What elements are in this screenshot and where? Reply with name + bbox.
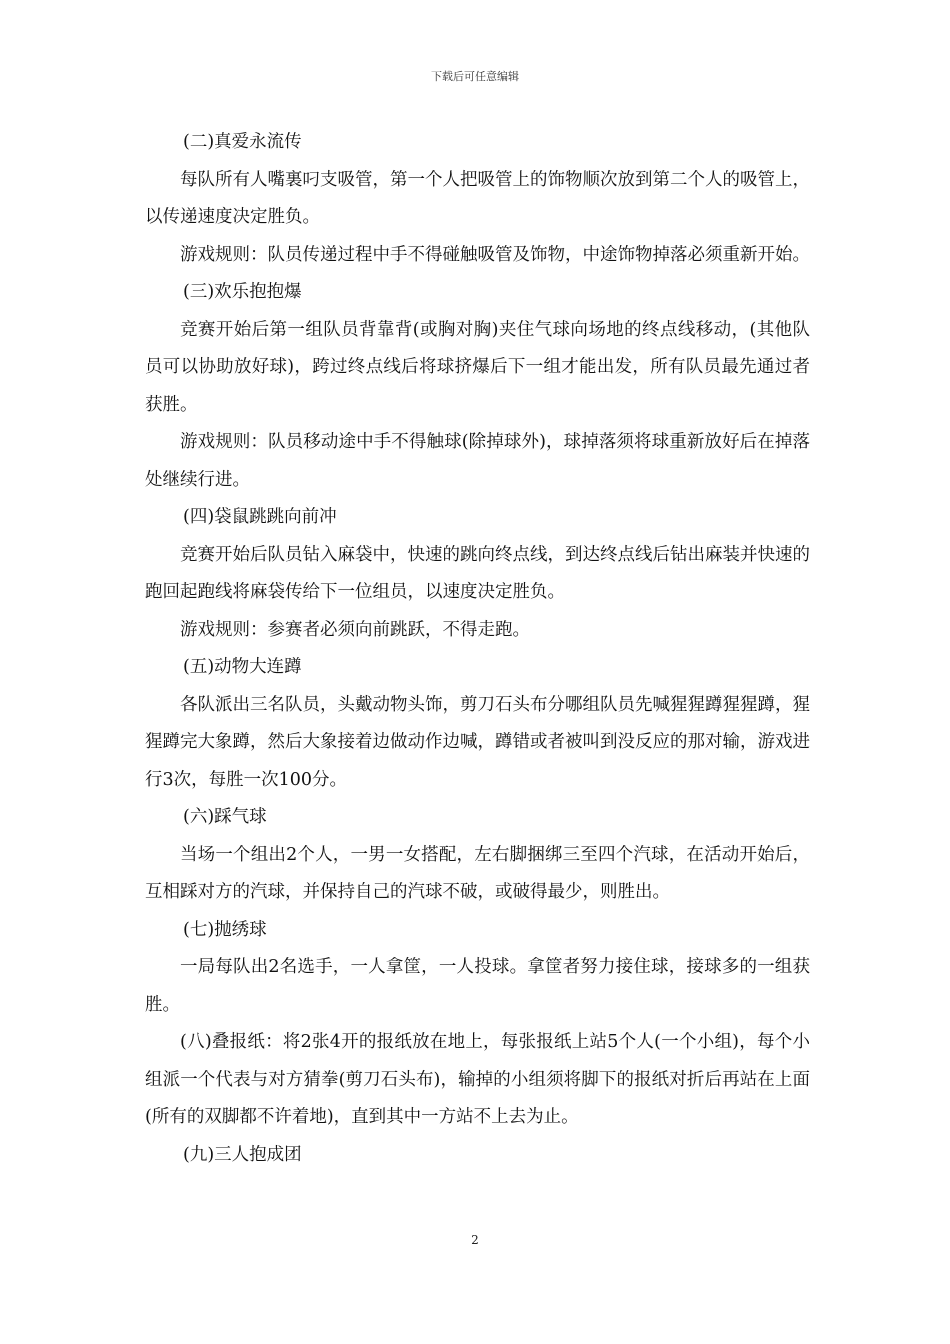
- body-paragraph: 游戏规则：参赛者必须向前跳跃，不得走跑。: [180, 619, 530, 640]
- body-paragraph: 游戏规则：队员移动途中手不得触球(除掉球外)，球掉落须将球重新放好后在掉落处继续行进。: [145, 432, 810, 490]
- body-paragraph: 当场一个组出2个人，一男一女搭配，左右脚捆绑三至四个汽球，在活动开始后，互相踩对方的汽球，并保持自己的汽球不破，或破得最少，则胜出。: [145, 844, 810, 902]
- section-heading: (四)袋鼠跳跳向前冲: [183, 507, 337, 527]
- body-paragraph: 各队派出三名队员，头戴动物头饰，剪刀石头布分哪组队员先喊猩猩蹲猩猩蹲，猩猩蹲完大象蹲，然后大象接着边做动作边喊，蹲错或者被叫到没反应的那对输，游戏进行3次，每胜一次100分。: [145, 694, 810, 790]
- body-paragraph: 游戏规则：队员传递过程中手不得碰触吸管及饰物，中途饰物掉落必须重新开始。: [180, 244, 810, 265]
- page-number: 2: [471, 1233, 479, 1247]
- section-heading: (七)抛绣球: [183, 919, 267, 940]
- body-paragraph: (八)叠报纸：将2张4开的报纸放在地上，每张报纸上站5个人(一个小组)，每个小组派一个代表与对方猜拳(剪刀石头布)，输掉的小组须将脚下的报纸对折后再站在上面(所有的双脚都不许着地)，直到其中一方站不上去为止。: [145, 1032, 810, 1127]
- body-paragraph: 一局每队出2名选手，一人拿筐，一人投球。拿筐者努力接住球，接球多的一组获胜。: [145, 957, 810, 1015]
- body-paragraph: 竞赛开始后第一组队员背靠背(或胸对胸)夹住气球向场地的终点线移动，(其他队员可以协助放好球)，跨过终点线后将球挤爆后下一组才能出发，所有队员最先通过者获胜。: [145, 319, 810, 415]
- section-heading: (五)动物大连蹲: [183, 657, 302, 677]
- page-header: 下载后可任意编辑: [431, 70, 519, 83]
- section-heading: (三)欢乐抱抱爆: [183, 282, 302, 302]
- section-heading: (二)真爱永流传: [183, 132, 302, 152]
- body-paragraph: 竞赛开始后队员钻入麻袋中，快速的跳向终点线，到达终点线后钻出麻装并快速的跑回起跑线将麻袋传给下一位组员，以速度决定胜负。: [145, 544, 810, 602]
- document-body: [145, 124, 810, 1174]
- section-heading: (六)踩气球: [183, 807, 267, 827]
- section-heading: (九)三人抱成团: [183, 1144, 302, 1165]
- body-paragraph: 每队所有人嘴裏叼支吸管，第一个人把吸管上的饰物顺次放到第二个人的吸管上，以传递速度决定胜负。: [145, 169, 810, 227]
